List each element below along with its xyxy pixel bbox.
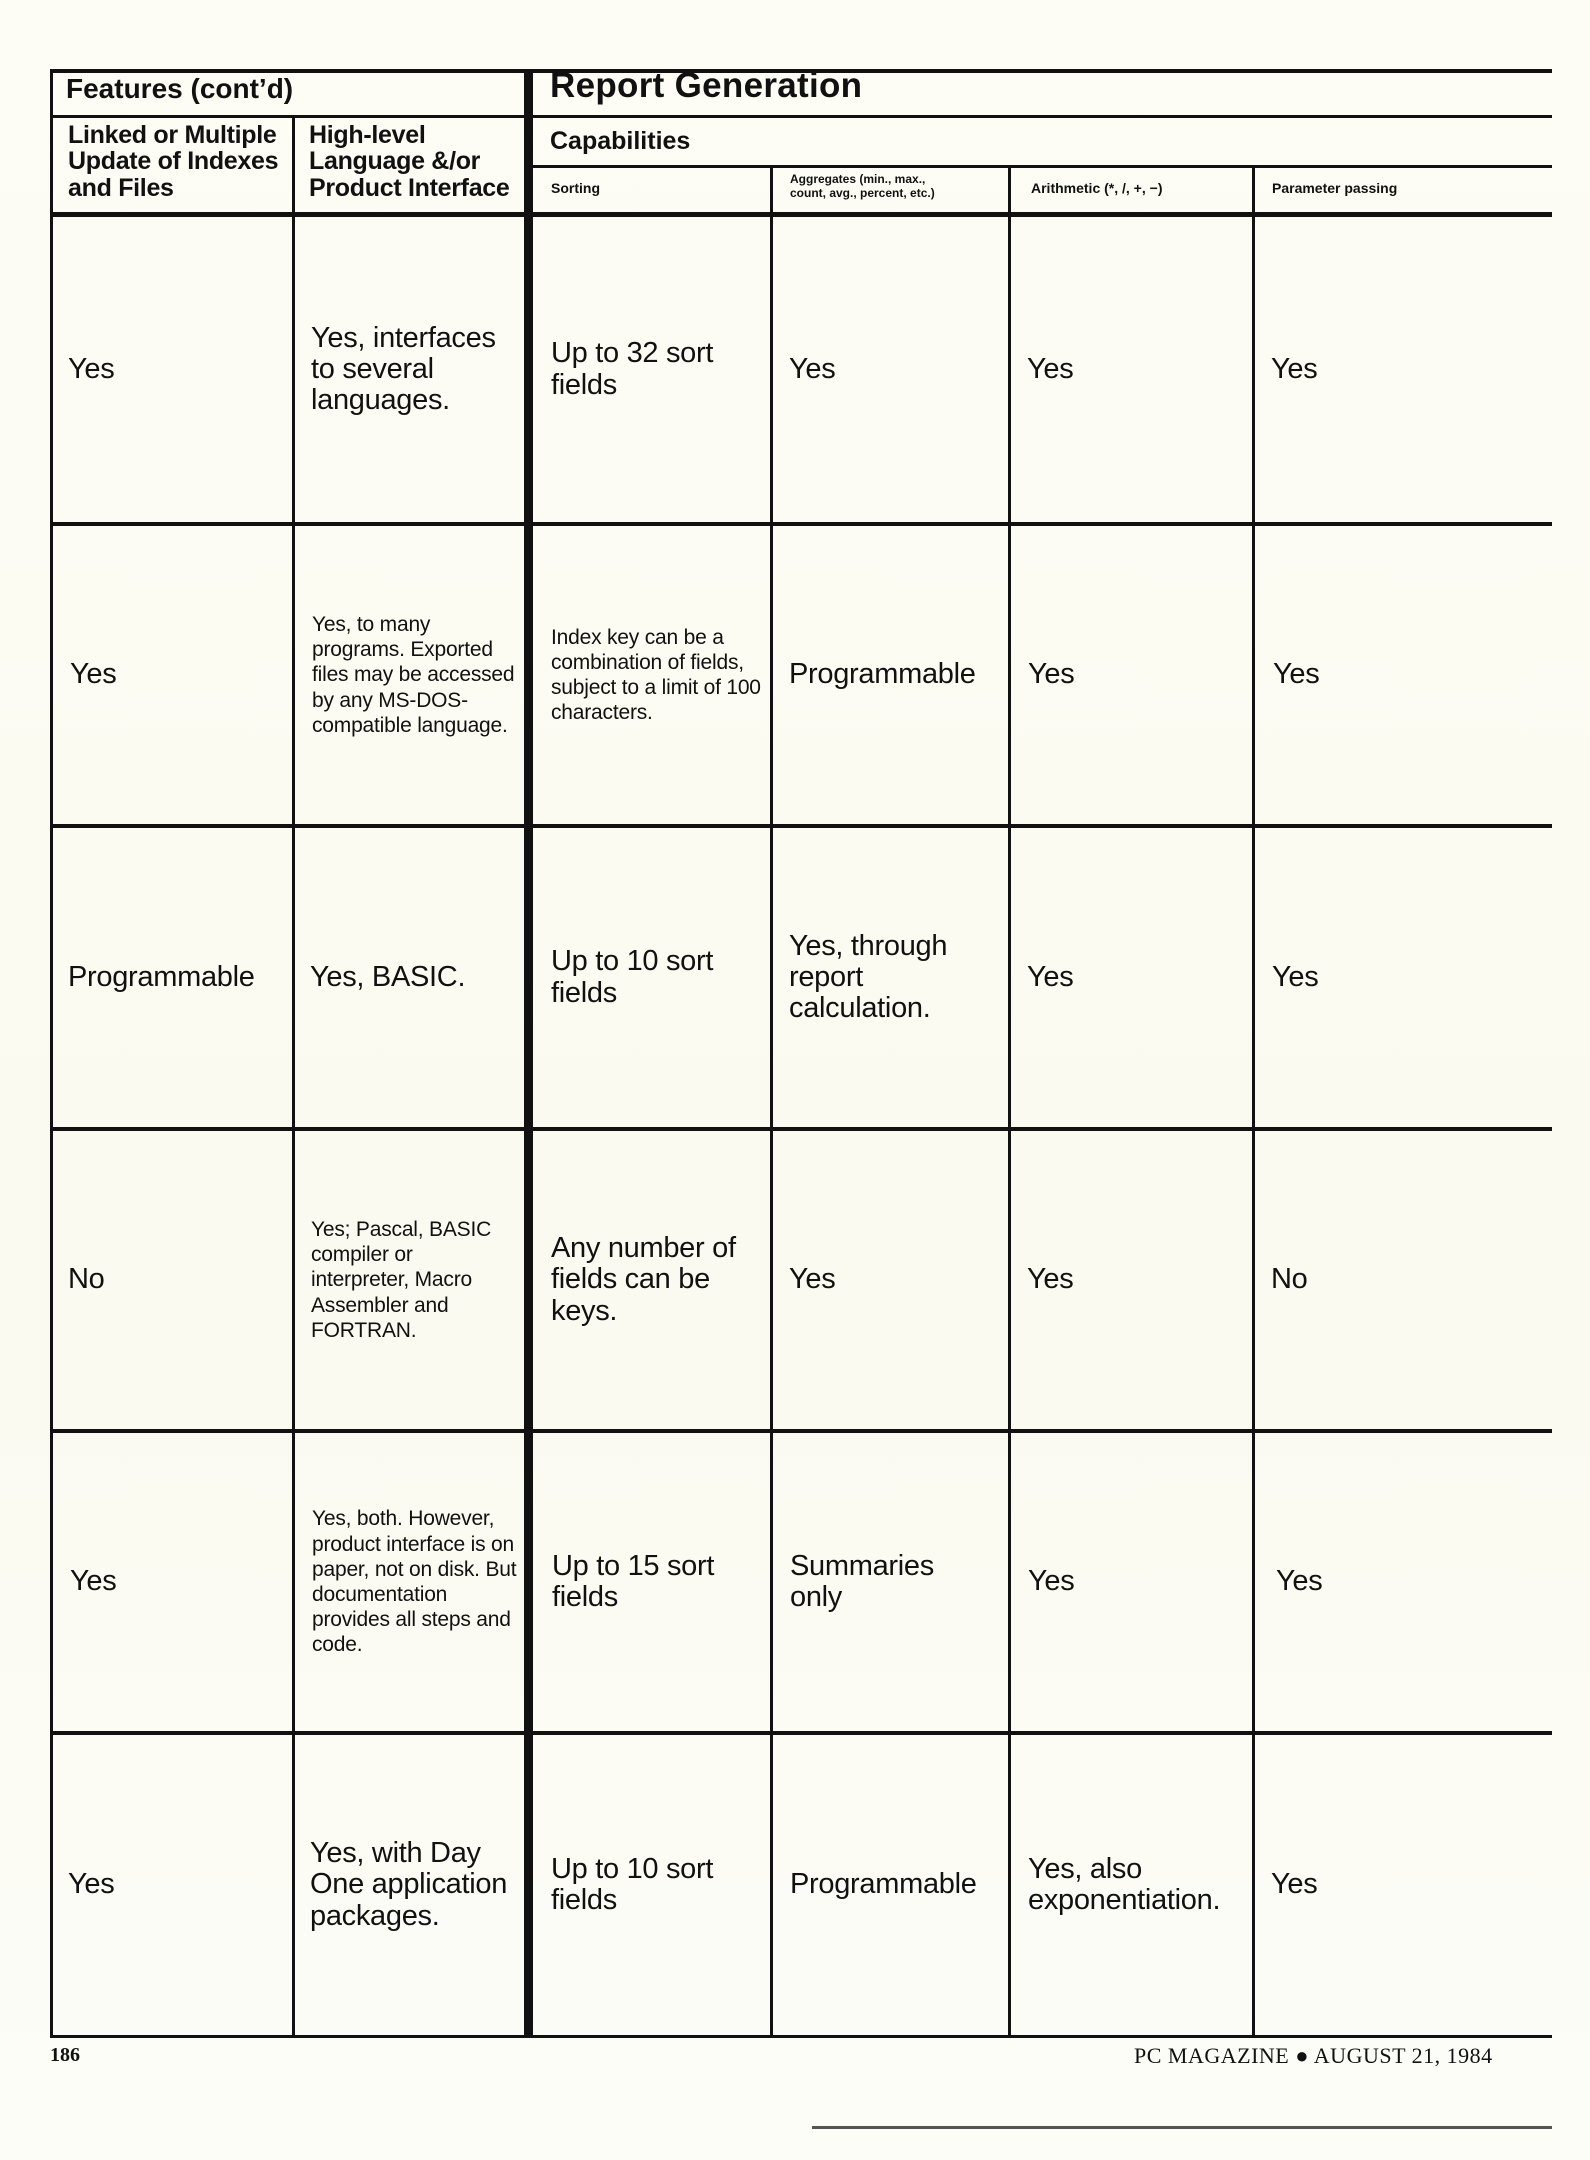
row6-aggregates: Programmable	[790, 1868, 977, 1901]
row5-arithmetic: Yes	[1028, 1565, 1075, 1598]
row6-language: Yes, with Day One application packages.	[310, 1837, 508, 1932]
row4-arithmetic: Yes	[1027, 1263, 1074, 1296]
row3-parameter: Yes	[1272, 960, 1319, 993]
rule-section-divider	[524, 69, 533, 2038]
row3-linked: Programmable	[68, 960, 255, 993]
features-section-title: Features (cont’d)	[66, 73, 294, 104]
rule-col4	[1008, 165, 1011, 2038]
column-header-parameter: Parameter passing	[1272, 180, 1398, 196]
row3-sorting: Up to 10 sort fields	[551, 945, 714, 1009]
row6-linked: Yes	[68, 1868, 115, 1901]
rule-left	[50, 69, 53, 2038]
row6-arithmetic: Yes, also exponentiation.	[1028, 1852, 1221, 1916]
bottom-divider	[812, 2126, 1552, 2129]
row3-aggregates: Yes, through report calculation.	[789, 929, 948, 1024]
row6-sorting: Up to 10 sort fields	[551, 1852, 714, 1916]
row5-parameter: Yes	[1276, 1565, 1323, 1598]
rule-header1	[50, 115, 1552, 118]
row1-parameter: Yes	[1271, 352, 1318, 385]
rule-col5	[1252, 165, 1255, 2038]
rule-bottom	[50, 2035, 1552, 2038]
row2-sorting: Index key can be a combination of fields, subject to a limit of 100 characters.	[551, 625, 761, 725]
column-header-linked: Linked or Multiple Update of Indexes and Files	[68, 121, 279, 202]
capabilities-label: Capabilities	[550, 127, 691, 155]
row5-linked: Yes	[70, 1565, 117, 1598]
row1-sorting: Up to 32 sort fields	[551, 337, 714, 401]
row3-language: Yes, BASIC.	[310, 960, 466, 993]
row4-parameter: No	[1271, 1263, 1308, 1296]
column-header-arithmetic: Arithmetic (*, /, +, −)	[1031, 180, 1163, 196]
row2-linked: Yes	[70, 658, 117, 691]
row2-parameter: Yes	[1273, 658, 1320, 691]
row4-linked: No	[68, 1263, 105, 1296]
row5-sorting: Up to 15 sort fields	[552, 1549, 715, 1613]
row2-arithmetic: Yes	[1028, 658, 1075, 691]
column-header-language: High-level Language &/or Product Interface	[309, 121, 510, 202]
column-header-aggregates: Aggregates (min., max., count, avg., percent, etc.)	[790, 172, 935, 200]
row4-language: Yes; Pascal, BASIC compiler or interpreter, Macro Assembler and FORTRAN.	[311, 1218, 492, 1342]
page-number: 186	[50, 2044, 80, 2066]
row1-arithmetic: Yes	[1027, 352, 1074, 385]
rule-col1	[292, 115, 295, 2038]
row2-language: Yes, to many programs. Exported files may be accessed by any MS-DOS-compatible language.	[312, 613, 515, 737]
report-section-title: Report Generation	[550, 66, 863, 105]
row5-language: Yes, both. However, product interface is on paper, not on disk. But documentation provides all steps and code.	[312, 1507, 517, 1657]
row1-linked: Yes	[68, 352, 115, 385]
rule-capabilities	[530, 165, 1552, 168]
row1-language: Yes, interfaces to several languages.	[311, 321, 496, 416]
rule-col3	[770, 165, 773, 2038]
publication-footer: PC MAGAZINE ● AUGUST 21, 1984	[1134, 2043, 1493, 2068]
column-header-sorting: Sorting	[551, 180, 600, 196]
row4-aggregates: Yes	[789, 1263, 836, 1296]
row6-parameter: Yes	[1271, 1868, 1318, 1901]
row4-sorting: Any number of fields can be keys.	[551, 1232, 736, 1327]
row3-arithmetic: Yes	[1027, 960, 1074, 993]
row2-aggregates: Programmable	[789, 658, 976, 691]
row1-aggregates: Yes	[789, 352, 836, 385]
row5-aggregates: Summaries only	[790, 1549, 934, 1613]
